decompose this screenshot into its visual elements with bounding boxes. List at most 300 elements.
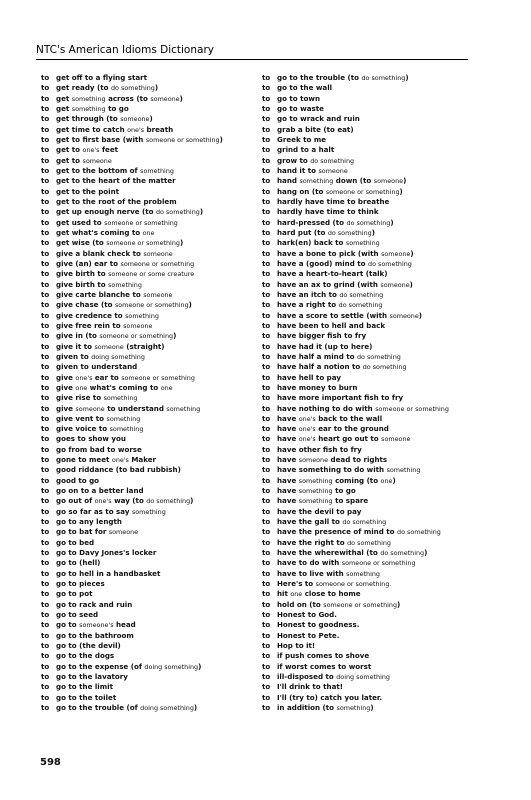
entry-prefix: to (262, 341, 271, 351)
idiom-text: go to (hell) (56, 558, 101, 568)
idiom-text: go to the toilet (56, 692, 117, 702)
idiom-text: Maker (128, 455, 157, 465)
index-entry (262, 280, 480, 290)
idiom-text: have the right to (277, 537, 348, 547)
index-entry (262, 331, 480, 341)
index-entry (41, 228, 259, 238)
index-entry (41, 249, 259, 259)
entry-prefix: to (262, 558, 271, 568)
idiom-text: across (to (105, 93, 151, 103)
idiom-text: give rise to (56, 393, 104, 403)
idiom-text: give (56, 403, 76, 413)
entry-prefix: to (41, 599, 50, 609)
placeholder-text: do something (339, 290, 384, 299)
entry-prefix: to (41, 155, 50, 165)
placeholder-text: one's (127, 125, 145, 134)
idiom-text: have (277, 486, 299, 496)
entry-prefix: to (262, 310, 271, 320)
placeholder-text: someone or something (121, 373, 195, 382)
entry-prefix: to (41, 331, 50, 341)
idiom-text: go to waste (277, 103, 324, 113)
entry-prefix: to (41, 610, 50, 620)
entry-prefix: to (262, 692, 271, 702)
idiom-text: go to Davy Jones's locker (56, 548, 157, 558)
entry-prefix: to (262, 579, 271, 589)
idiom-text: have a bone to pick (with (277, 248, 382, 258)
entry-prefix: to (262, 351, 271, 361)
index-entry (41, 311, 259, 321)
placeholder-text: something (140, 166, 174, 175)
placeholder-text: something (298, 497, 333, 506)
entry-prefix: to (41, 300, 50, 310)
entry-prefix: to (41, 165, 50, 175)
index-entry (262, 114, 480, 124)
idiom-text: ) (149, 114, 153, 124)
index-entry (262, 197, 480, 207)
entry-prefix: to (41, 465, 50, 475)
entry-prefix: to (262, 186, 271, 196)
entry-prefix: to (262, 434, 271, 444)
index-entry (41, 579, 259, 589)
entry-prefix: to (262, 320, 271, 330)
placeholder-text: someone (94, 342, 124, 351)
idiom-text: grind to a halt (277, 145, 335, 155)
idiom-text: get (56, 103, 72, 113)
entry-prefix: to (262, 444, 271, 454)
placeholder-text: one's (94, 497, 112, 506)
index-entry (41, 703, 259, 713)
entry-prefix: to (262, 331, 271, 341)
idiom-text: have (277, 413, 299, 423)
idiom-text: have more important fish to fry (277, 393, 404, 403)
index-entry (262, 558, 480, 568)
entry-prefix: to (41, 93, 50, 103)
placeholder-text: one's (111, 456, 129, 465)
index-entry (41, 455, 259, 465)
idiom-text: way (to (111, 496, 147, 506)
index-entry (41, 331, 259, 341)
idiom-text: give (56, 372, 76, 382)
placeholder-text: someone (389, 311, 419, 320)
idiom-text: to spare (332, 496, 369, 506)
idiom-text: get off to a flying start (56, 73, 148, 82)
index-entry (262, 651, 480, 661)
entry-prefix: to (41, 527, 50, 537)
index-entry (262, 600, 480, 610)
idiom-text: give birth to (56, 279, 109, 289)
placeholder-text: one's (75, 373, 93, 382)
index-entry (41, 114, 259, 124)
entry-prefix: to (41, 83, 50, 93)
placeholder-text: something (71, 104, 106, 113)
index-entry (41, 445, 259, 455)
placeholder-text: do something (146, 497, 191, 506)
idiom-text: ) (392, 475, 396, 485)
idiom-text: close to home (302, 589, 361, 599)
placeholder-text: doing something (140, 704, 194, 713)
placeholder-text: something (103, 394, 138, 403)
idiom-text: good riddance (to bad rubbish) (56, 465, 181, 475)
idiom-text: ear to the ground (315, 424, 389, 434)
placeholder-text: someone (120, 115, 150, 124)
placeholder-text: someone (381, 249, 411, 258)
index-entry (262, 187, 480, 197)
entry-prefix: to (41, 362, 50, 372)
idiom-text: have (277, 496, 299, 506)
entry-prefix: to (41, 672, 50, 682)
placeholder-text: something (336, 704, 371, 713)
idiom-text: go to town (277, 93, 321, 103)
placeholder-text: do something (346, 218, 391, 227)
idiom-text: ) (370, 703, 374, 713)
idiom-text: heart go out to (315, 434, 382, 444)
idiom-text: go to hell in a handbasket (56, 568, 161, 578)
index-entry (262, 414, 480, 424)
entry-prefix: to (262, 227, 271, 237)
placeholder-text: someone or something (323, 600, 398, 609)
idiom-text: have a right to (277, 300, 339, 310)
index-entry (41, 631, 259, 641)
placeholder-text: do something (380, 549, 425, 558)
index-entry (262, 434, 480, 444)
entry-prefix: to (41, 114, 50, 124)
placeholder-text: something (109, 425, 144, 434)
placeholder-text: someone or something (145, 135, 220, 144)
placeholder-text: someone (381, 435, 411, 444)
index-entry (262, 352, 480, 362)
index-entry (262, 73, 480, 83)
idiom-text: have been to hell and back (277, 320, 386, 330)
idiom-text: have the presence of mind to (277, 527, 398, 537)
idiom-text: get to the bottom of (56, 165, 141, 175)
index-entry (41, 280, 259, 290)
entry-prefix: to (41, 692, 50, 702)
index-entry (262, 507, 480, 517)
index-entry (41, 589, 259, 599)
index-entry (262, 424, 480, 434)
idiom-text: Honest to God. (277, 610, 337, 620)
index-entry (41, 197, 259, 207)
idiom-text: gone to meet (56, 455, 112, 465)
index-entry (41, 125, 259, 135)
idiom-text: have something to do with (277, 465, 387, 475)
idiom-text: get to the point (56, 186, 120, 196)
placeholder-text: doing something (336, 673, 390, 682)
idiom-text: go to bat for (56, 527, 109, 537)
entry-prefix: to (262, 103, 271, 113)
idiom-text: have to live with (277, 568, 347, 578)
index-entry (41, 393, 259, 403)
placeholder-text: do something (338, 301, 383, 310)
index-entry (41, 218, 259, 228)
idiom-text: given to (56, 351, 92, 361)
idiom-text: Here's to (277, 579, 316, 589)
placeholder-text: something (299, 177, 334, 186)
entry-prefix: to (41, 434, 50, 444)
entry-prefix: to (262, 465, 271, 475)
idiom-text: give carte blanche to (56, 289, 144, 299)
entry-prefix: to (262, 537, 271, 547)
idiom-text: go to the trouble (of (56, 703, 141, 713)
idiom-text: ) (403, 176, 407, 186)
index-entry (262, 548, 480, 558)
index-entry (41, 321, 259, 331)
idiom-text: grab a bite (to eat) (277, 124, 354, 134)
idiom-text: give (56, 382, 76, 392)
idiom-text: hand it to (277, 165, 319, 175)
index-entry (262, 342, 480, 352)
placeholder-text: one (160, 383, 173, 392)
index-entry (262, 145, 480, 155)
idiom-text: give (an) ear to (56, 258, 121, 268)
entry-prefix: to (41, 537, 50, 547)
placeholder-text: someone (123, 321, 153, 330)
entry-prefix: to (41, 486, 50, 496)
idiom-text: ) (199, 207, 204, 217)
idiom-text: down (to (333, 176, 374, 186)
idiom-text: have bigger fish to fry (277, 331, 367, 341)
idiom-text: hit (277, 589, 291, 599)
entry-prefix: to (41, 238, 50, 248)
entry-prefix: to (41, 455, 50, 465)
index-entry (262, 527, 480, 537)
idiom-text: ) (173, 331, 177, 341)
idiom-text: breath (144, 124, 174, 134)
index-entry (262, 455, 480, 465)
placeholder-text: one's (298, 425, 316, 434)
placeholder-text: doing something (91, 352, 145, 361)
index-entry (262, 269, 480, 279)
index-entry (41, 538, 259, 548)
idiom-text: give vent to (56, 413, 107, 423)
index-entry (262, 125, 480, 135)
entry-prefix: to (41, 258, 50, 268)
index-entry (262, 641, 480, 651)
idiom-text: have half a mind to (277, 351, 357, 361)
entry-prefix: to (41, 289, 50, 299)
running-head: NTC's American Idioms Dictionary (36, 44, 214, 56)
index-entry (41, 548, 259, 558)
idiom-text: grow to (277, 155, 311, 165)
idiom-text: ) (179, 93, 183, 103)
idiom-text: hang on (to (277, 186, 326, 196)
entry-prefix: to (41, 279, 50, 289)
index-entry (262, 445, 480, 455)
idiom-text: ill-disposed to (277, 672, 337, 682)
idiom-text: hardly have time to think (277, 207, 379, 217)
idiom-text: Hop to it! (277, 641, 316, 651)
idiom-text: give it to (56, 341, 95, 351)
entry-prefix: to (262, 382, 271, 392)
index-entry (262, 703, 480, 713)
placeholder-text: one's (298, 435, 316, 444)
entry-prefix: to (262, 165, 271, 175)
entry-prefix: to (262, 548, 271, 558)
index-entry (41, 83, 259, 93)
entry-prefix: to (262, 279, 271, 289)
idiom-text: get (56, 93, 72, 103)
idiom-text: feet (99, 145, 119, 155)
entry-prefix: to (262, 610, 271, 620)
placeholder-text: someone or something (341, 559, 416, 568)
index-entry (41, 156, 259, 166)
entry-prefix: to (262, 207, 271, 217)
idiom-text: go to the limit (56, 682, 113, 692)
placeholder-text: something (346, 569, 380, 578)
index-entry (262, 249, 480, 259)
entry-prefix: to (262, 630, 271, 640)
index-entry (262, 589, 480, 599)
entry-prefix: to (41, 661, 50, 671)
index-entry (41, 569, 259, 579)
placeholder-text: someone or something (99, 332, 174, 341)
placeholder-text: do something (342, 518, 387, 527)
index-entry (262, 373, 480, 383)
entry-prefix: to (262, 424, 271, 434)
idiom-text: back to the wall (315, 413, 383, 423)
index-entry (262, 207, 480, 217)
idiom-text: Honest to goodness. (277, 620, 360, 630)
idiom-text: dead to rights (328, 455, 388, 465)
entry-prefix: to (41, 196, 50, 206)
index-entry (262, 631, 480, 641)
placeholder-text: do something (327, 228, 372, 237)
idiom-text: I'll (try to) catch you later. (277, 692, 383, 702)
idiom-text: hard put (to (277, 227, 328, 237)
placeholder-text: do something (111, 84, 155, 93)
entry-prefix: to (41, 186, 50, 196)
placeholder-text: someone's (79, 621, 114, 630)
index-entry (41, 94, 259, 104)
entry-prefix: to (41, 207, 50, 217)
idiom-text: go to the lavatory (56, 672, 128, 682)
index-entry (262, 517, 480, 527)
entry-prefix: to (41, 413, 50, 423)
index-entry (41, 290, 259, 300)
entry-prefix: to (262, 672, 271, 682)
idiom-text: go to the wall (277, 83, 333, 93)
index-entry (262, 156, 480, 166)
idiom-text: give birth to (56, 269, 109, 279)
index-entry (41, 693, 259, 703)
index-entry (41, 414, 259, 424)
entry-prefix: to (262, 475, 271, 485)
entry-prefix: to (262, 258, 271, 268)
idiom-text: good to go (56, 475, 100, 485)
index-entry (262, 693, 480, 703)
entry-prefix: to (262, 217, 271, 227)
index-entry (262, 135, 480, 145)
entry-prefix: to (262, 93, 271, 103)
idiom-text: go to pieces (56, 579, 105, 589)
index-entry (41, 486, 259, 496)
idiom-text: have nothing to do with (277, 403, 376, 413)
entry-prefix: to (262, 506, 271, 516)
placeholder-text: something (386, 466, 421, 475)
index-entry (262, 104, 480, 114)
placeholder-text: someone or something (104, 218, 178, 227)
index-entry (41, 383, 259, 393)
entry-prefix: to (41, 475, 50, 485)
entry-prefix: to (41, 703, 50, 713)
idiom-text: go out of (56, 496, 95, 506)
placeholder-text: one (290, 590, 303, 599)
idiom-text: (straight) (123, 341, 165, 351)
idiom-text: have to do with (277, 558, 342, 568)
entry-prefix: to (262, 155, 271, 165)
entry-prefix: to (41, 641, 50, 651)
placeholder-text: someone (143, 249, 173, 258)
entry-prefix: to (262, 269, 271, 279)
entry-prefix: to (262, 486, 271, 496)
placeholder-text: something (166, 404, 201, 413)
idiom-text: ) (399, 186, 403, 196)
index-entry (262, 259, 480, 269)
placeholder-text: someone (373, 177, 404, 186)
placeholder-text: someone (108, 528, 139, 537)
idiom-text: have (277, 475, 299, 485)
entry-prefix: to (262, 248, 271, 258)
idiom-text: if push comes to shove (277, 651, 370, 661)
idiom-text: ear to (92, 372, 122, 382)
placeholder-text: something (298, 487, 333, 496)
index-entry (262, 662, 480, 672)
idiom-text: have (277, 455, 299, 465)
entry-prefix: to (262, 589, 271, 599)
entry-prefix: to (262, 362, 271, 372)
index-entry (262, 176, 480, 186)
placeholder-text: something (131, 507, 166, 516)
idiom-text: ) (219, 134, 223, 144)
placeholder-text: someone (82, 156, 112, 165)
index-entry (262, 538, 480, 548)
entry-prefix: to (41, 444, 50, 454)
idiom-text: get wise (to (56, 238, 107, 248)
placeholder-text: something (71, 94, 106, 103)
index-entry (41, 682, 259, 692)
idiom-text: have a (good) mind to (277, 258, 369, 268)
entry-prefix: to (41, 589, 50, 599)
idiom-text: ) (190, 496, 194, 506)
placeholder-text: something (298, 476, 333, 485)
index-entry (41, 517, 259, 527)
index-entry (262, 486, 480, 496)
idiom-text: go so far as to say (56, 506, 132, 516)
idiom-text: ) (154, 83, 159, 93)
entry-prefix: to (262, 651, 271, 661)
entry-prefix: to (41, 403, 50, 413)
index-entry (41, 238, 259, 248)
entry-prefix: to (262, 300, 271, 310)
entry-prefix: to (262, 703, 271, 713)
idiom-text: give in (to (56, 331, 100, 341)
idiom-text: hark(en) back to (277, 238, 346, 248)
placeholder-text: someone (143, 290, 173, 299)
index-entry (41, 424, 259, 434)
idiom-text: get to (56, 155, 83, 165)
index-entry (41, 496, 259, 506)
idiom-text: get what's coming to (56, 227, 143, 237)
placeholder-text: do something (361, 74, 406, 82)
entry-prefix: to (262, 455, 271, 465)
index-entry (41, 558, 259, 568)
index-entry (262, 94, 480, 104)
index-entry (41, 651, 259, 661)
idiom-text: go to seed (56, 610, 99, 620)
index-entry (262, 610, 480, 620)
idiom-text: go to (the devil) (56, 641, 121, 651)
placeholder-text: one (380, 476, 393, 485)
